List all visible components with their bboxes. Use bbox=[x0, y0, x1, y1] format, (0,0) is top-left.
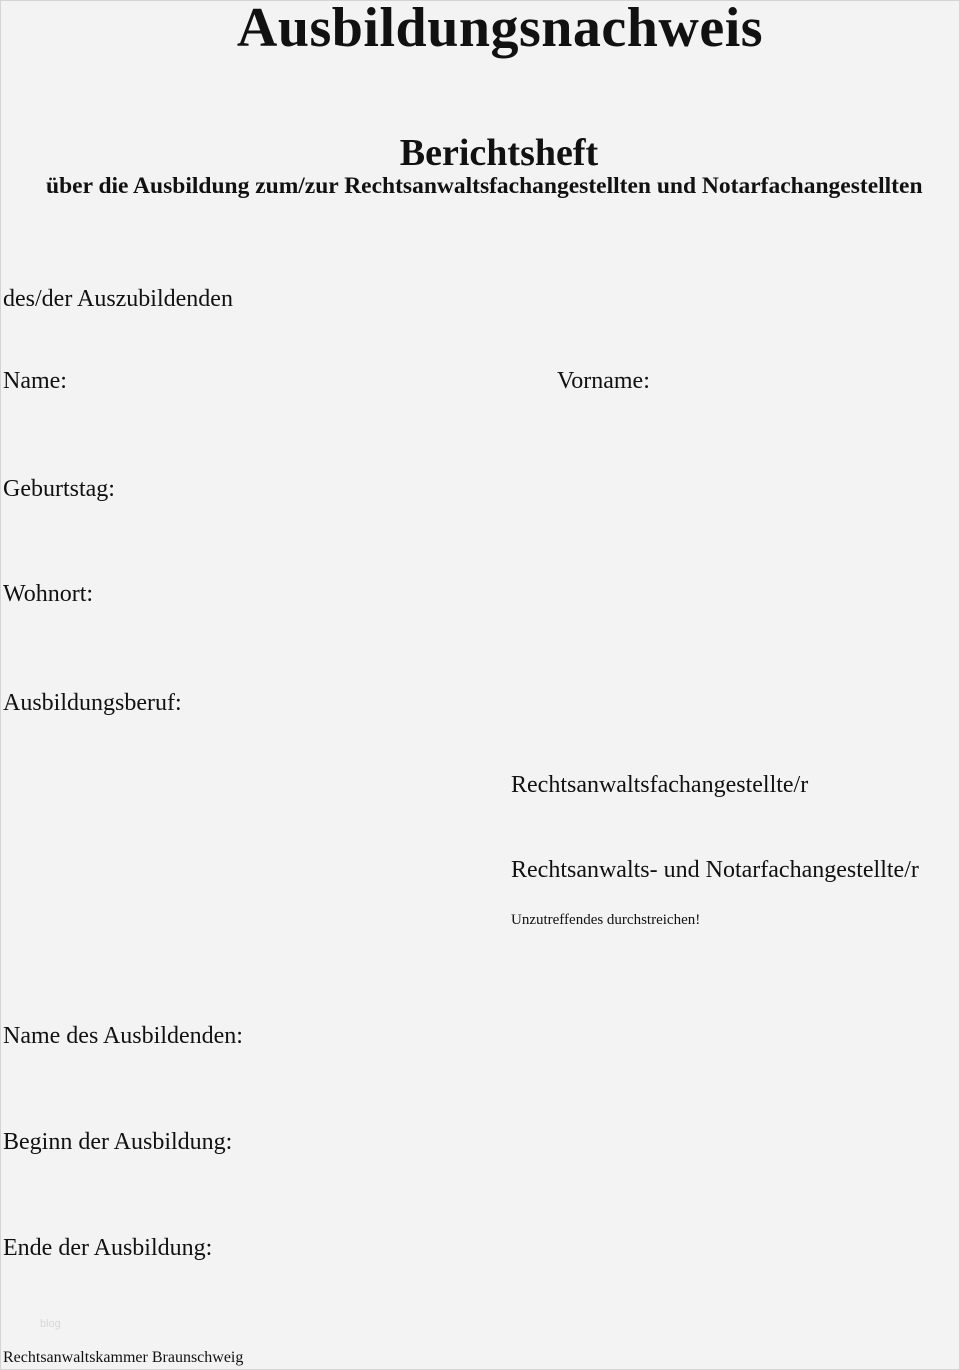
trainer-name-label: Name des Ausbildenden: bbox=[3, 1023, 243, 1049]
watermark: blog bbox=[40, 1318, 61, 1330]
name-label: Name: bbox=[3, 368, 67, 394]
birthday-label: Geburtstag: bbox=[3, 476, 115, 502]
document-description: über die Ausbildung zum/zur Rechtsanwaltsfachangestellten und Notarfachangestellten bbox=[46, 173, 923, 199]
training-end-label: Ende der Ausbildung: bbox=[3, 1235, 213, 1261]
document-title: Ausbildungsnachweis bbox=[236, 0, 764, 59]
training-start-label: Beginn der Ausbildung: bbox=[3, 1129, 233, 1155]
occupation-option-lawyer-notary-assistant: Rechtsanwalts- und Notarfachangestellte/r bbox=[511, 857, 919, 883]
occupation-label: Ausbildungsberuf: bbox=[3, 690, 182, 716]
first-name-label: Vorname: bbox=[557, 368, 650, 394]
occupation-option-lawyer-assistant: Rechtsanwaltsfachangestellte/r bbox=[511, 772, 809, 798]
residence-label: Wohnort: bbox=[3, 581, 94, 607]
strike-through-note: Unzutreffendes durchstreichen! bbox=[511, 912, 701, 928]
document-subtitle: Berichtsheft bbox=[399, 132, 599, 174]
footer-organization: Rechtsanwaltskammer Braunschweig bbox=[3, 1349, 244, 1366]
trainee-heading: des/der Auszubildenden bbox=[3, 286, 233, 312]
